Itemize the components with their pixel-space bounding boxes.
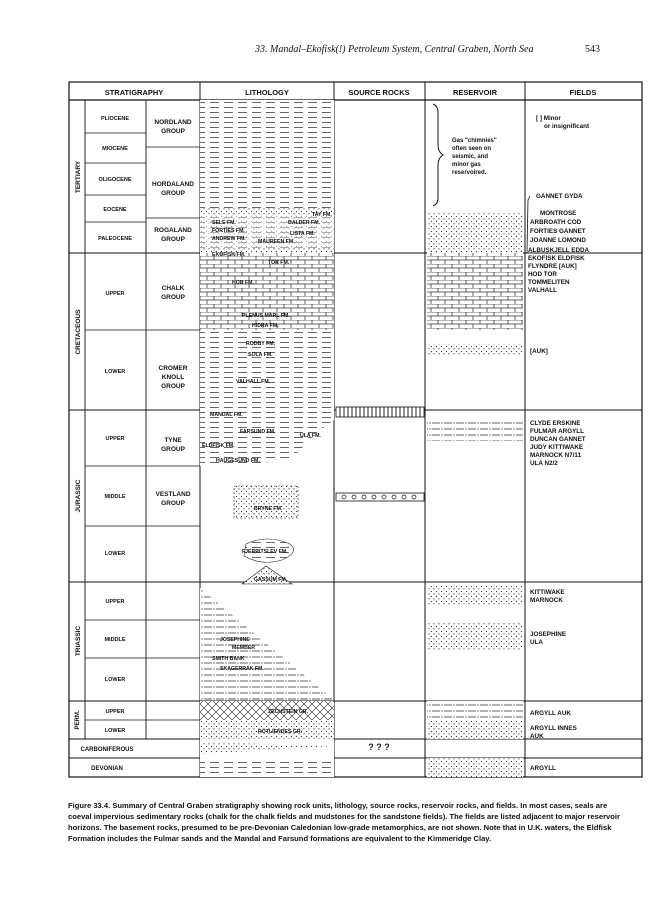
field-chalk-1: ALBUSKJELL EDDA	[528, 247, 590, 254]
group-cromer-2: KNOLL	[161, 374, 185, 381]
fm-sola: SOLA FM.	[248, 352, 273, 358]
fm-forties: FORTIES FM.	[212, 228, 245, 234]
series-paleocene: PALEOCENE	[98, 236, 132, 242]
reservoir-note-4: minor gas	[452, 162, 481, 168]
fm-hidra: HIDRA FM.	[252, 323, 279, 329]
group-rogaland-2: GROUP	[161, 236, 185, 243]
lith-zechstein	[200, 701, 334, 720]
group-vestland-1: VESTLAND	[155, 491, 191, 498]
fm-gassum: GASSUM FM.	[254, 577, 288, 583]
col-header-reservoir: RESERVOIR	[452, 88, 498, 97]
reservoir-column	[427, 104, 523, 777]
fm-ula: ULA FM.	[300, 433, 321, 439]
series-middle-jurassic: MIDDLE	[104, 494, 126, 500]
res-middle-triassic	[427, 622, 523, 650]
res-chalk	[427, 253, 523, 330]
fm-ekofisk: EKOFISK FM.	[212, 252, 246, 258]
field-chalk-3: FLYNDRE [AUK]	[528, 263, 577, 270]
col-header-source-rocks: SOURCE ROCKS	[348, 88, 410, 97]
res-upper-triassic	[427, 586, 523, 606]
field-middle-triassic-2: ULA	[530, 639, 543, 646]
fm-hod: HOD FM.	[232, 280, 254, 286]
field-upper-triassic-2: MARNOCK	[530, 597, 563, 604]
fm-zechstein: ZECHSTEIN GR.	[268, 709, 309, 715]
col-header-lithology: LITHOLOGY	[245, 88, 289, 97]
series-lower-jurassic: LOWER	[104, 551, 126, 557]
group-hordaland-1: HORDALAND	[152, 181, 194, 188]
page-number: 543	[585, 44, 600, 55]
field-lower-cretaceous: [AUK]	[530, 348, 548, 355]
reservoir-note-5: reservoired.	[452, 170, 487, 176]
res-paleocene-sand	[427, 212, 523, 253]
field-tertiary-2: MONTROSE	[540, 210, 577, 217]
field-lower-permian-1: ARGYLL INNES	[530, 725, 577, 732]
field-chalk-4: HOD TOR	[528, 271, 557, 278]
source-unknown: ? ? ?	[368, 742, 390, 752]
fm-rodby: RODBY FM.	[246, 341, 276, 347]
res-upper-permian	[427, 701, 523, 720]
running-title: 33. Mandal–Ekofisk(!) Petroleum System, Central Graben, North Sea	[255, 44, 534, 55]
series-oligocene: OLIGOCENE	[98, 177, 132, 183]
fm-maureen: MAUREEN FM.	[258, 239, 295, 245]
group-nordland-1: NORDLAND	[154, 119, 192, 126]
field-lower-permian-2: AUK	[530, 733, 544, 740]
col-header-fields: FIELDS	[569, 88, 597, 97]
field-upper-jurassic-3: DUNCAN GANNET	[530, 436, 586, 443]
series-middle-triassic: MIDDLE	[104, 637, 126, 643]
group-nordland-2: GROUP	[161, 128, 185, 135]
lith-bryne	[234, 486, 298, 518]
field-middle-triassic-1: JOSEPHINE	[530, 631, 567, 638]
field-tertiary-5: JOANNE LOMOND	[530, 237, 586, 244]
field-tertiary-1: GANNET GYDA	[536, 193, 583, 200]
series-upper-permian: UPPER	[105, 709, 125, 715]
fm-tor: TOR FM.	[268, 260, 290, 266]
system-tertiary: TERTIARY	[75, 160, 82, 194]
field-chalk-5: TOMMELITEN	[528, 279, 570, 286]
field-tertiary-3: ARBROATH COD	[530, 219, 582, 226]
fm-eldfisk: ELDFISK FM.	[202, 443, 235, 449]
res-upper-jurassic	[427, 419, 523, 441]
field-upper-jurassic-6: ULA N2/2	[530, 460, 558, 467]
group-chalk-2: GROUP	[161, 294, 185, 301]
field-upper-triassic-1: KITTIWAKE	[530, 589, 565, 596]
field-upper-jurassic-5: MARNOCK N7/11	[530, 452, 582, 459]
system-triassic: TRIASSIC	[75, 625, 82, 657]
field-tertiary-4: FORTIES GANNET	[530, 228, 586, 235]
reservoir-note-1: Gas "chimnies"	[452, 138, 497, 144]
series-pliocene: PLIOCENE	[100, 116, 130, 122]
field-upper-jurassic-4: JUDY KITTIWAKE	[530, 444, 584, 451]
group-cromer-3: GROUP	[161, 383, 185, 390]
system-devonian: DEVONIAN	[91, 766, 123, 772]
series-lower-triassic: LOWER	[104, 677, 126, 683]
fm-tay: TAY FM.	[312, 212, 332, 218]
reservoir-note-2: often seen on	[452, 146, 492, 152]
fm-smith-bank: SMITH BANK	[212, 656, 245, 662]
fields-legend-2: or insignificant	[544, 123, 590, 130]
fm-rotliegendes: ROTLIENDES GR.	[258, 729, 303, 735]
figure-caption: Figure 33.4. Summary of Central Graben stratigraphy showing rock units, lithology, source rocks, reservoir rocks, and fields. In most cases, seals are coeval impervious sedimentary rocks (chalk for the chalk fields and mudstones for the sandstone fields). The fields are listed adjacent to major reservoir horizons. The basement rocks, presumed to be pre-Devonian Caledonian low-grade metamorphics, are not shown. Note that in U.K. waters, the Eldfisk Formation includes the Fulmar sands and the Mandal and Farsund formations are equivalent to the Kimmeridge Clay.	[68, 801, 620, 843]
lith-triassic-redbeds	[200, 588, 334, 700]
field-chalk-2: EKOFISK ELDFISK	[528, 255, 585, 262]
system-carboniferous: CARBONIFEROUS	[80, 747, 134, 753]
series-miocene: MIOCENE	[102, 146, 128, 152]
group-rogaland-1: ROGALAND	[154, 227, 192, 234]
series-upper-jurassic: UPPER	[105, 436, 125, 442]
series-lower-permian: LOWER	[104, 728, 126, 734]
group-vestland-2: GROUP	[161, 500, 185, 507]
fm-haugesund: HAUGESUND FM.	[216, 458, 260, 464]
field-upper-permian: ARGYLL AUK	[530, 710, 571, 717]
series-eocene: EOCENE	[103, 207, 127, 213]
series-upper-cretaceous: UPPER	[105, 291, 125, 297]
group-chalk-1: CHALK	[161, 285, 185, 292]
group-hordaland-2: GROUP	[161, 190, 185, 197]
system-cretaceous: CRETACEOUS	[75, 309, 82, 355]
field-chalk-6: VALHALL	[528, 287, 557, 294]
source-hatch	[340, 407, 420, 417]
lith-shale-tertiary	[200, 100, 334, 208]
group-tyne-2: GROUP	[161, 446, 185, 453]
series-lower-cretaceous: LOWER	[104, 369, 126, 375]
fields-legend-1: [ ] Minor	[536, 115, 561, 122]
fm-valhall: VALHALL FM.	[236, 379, 271, 385]
col-header-stratigraphy: STRATIGRAPHY	[104, 88, 164, 97]
fm-josephine-member: MEMBER	[232, 645, 256, 651]
field-upper-jurassic-1: CLYDE ERSKINE	[530, 420, 581, 427]
reservoir-note-3: seismic, and	[452, 154, 489, 160]
group-tyne-1: TYNE	[164, 437, 182, 444]
fm-balder: BALDER FM.	[288, 220, 320, 226]
res-lower-cretaceous	[427, 344, 523, 356]
system-jurassic: JURASSIC	[75, 479, 82, 513]
fm-fjerritslev: FJERRITSLEV FM.	[242, 549, 288, 555]
group-cromer-1: CROMER	[158, 365, 188, 372]
fm-skagerrak: SKAGERRAK FM.	[220, 666, 264, 672]
fm-plenus: PLENUS MARL FM.	[242, 313, 290, 319]
res-devonian	[427, 758, 523, 777]
fm-lista: LISTA FM.	[290, 231, 315, 237]
field-devonian: ARGYLL	[530, 765, 556, 772]
source-middle-jurassic-coal	[336, 493, 424, 501]
series-upper-triassic: UPPER	[105, 599, 125, 605]
fm-andrew: ANDREW FM.	[212, 236, 246, 242]
fm-mandal: MANDAL FM.	[210, 412, 243, 418]
res-lower-permian	[427, 720, 523, 739]
fm-sele: SELE FM.	[212, 220, 236, 226]
fm-bryne: BRYNE FM.	[254, 506, 283, 512]
system-permian: PERM.	[75, 710, 81, 730]
fm-josephine: JOSEPHINE	[220, 637, 250, 643]
fm-farsund: FARSUND FM.	[240, 429, 276, 435]
lith-devonian	[200, 758, 334, 777]
field-upper-jurassic-2: FULMAR ARGYLL	[530, 428, 584, 435]
